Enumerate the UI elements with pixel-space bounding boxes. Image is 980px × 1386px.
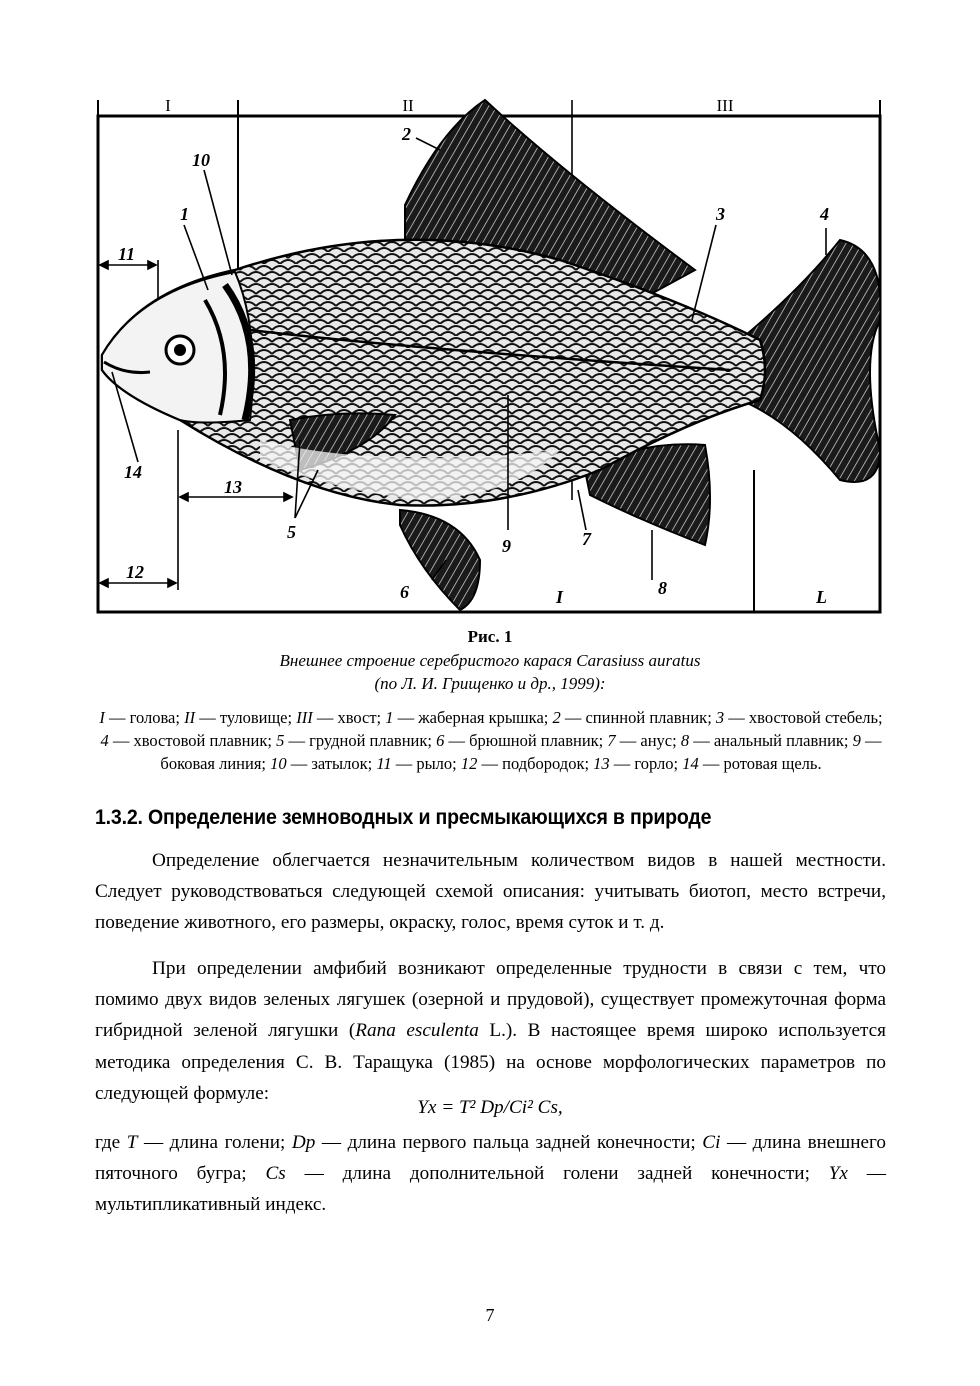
legend-key: 8	[680, 731, 690, 750]
page-number: 7	[485, 1305, 495, 1325]
legend-key: 14	[682, 754, 699, 773]
legend-key: 11	[376, 754, 392, 773]
legend-key: I	[99, 708, 105, 727]
legend-text: — хвостовой стебель;	[724, 708, 883, 727]
definition-text: — длина внешнего пяточного бугра;	[95, 1132, 886, 1185]
legend-text: — туловище;	[195, 708, 297, 727]
definition-symbol: Ci	[702, 1132, 721, 1153]
label-1: 1	[180, 204, 189, 224]
definition-text: — длина первого пальца задней конечности;	[315, 1132, 703, 1153]
legend-text: — затылок;	[286, 754, 377, 773]
bottom-label-i: I	[556, 587, 564, 607]
definition-text: — длина голени;	[137, 1132, 292, 1153]
legend-key: 9	[852, 731, 861, 750]
definition-text: — мультипликативный индекс.	[95, 1163, 886, 1216]
region-label: III	[716, 96, 734, 115]
definition-symbol: T	[126, 1132, 138, 1153]
label-10: 10	[192, 150, 210, 170]
label-14: 14	[124, 462, 142, 482]
figure-legend	[96, 706, 886, 775]
label-4: 4	[820, 204, 829, 224]
legend-key: II	[184, 708, 196, 727]
label-11: 11	[118, 244, 136, 264]
paragraph-2-after: L.). В настоящее время широко используется методика определения С. В. Таращука (1985) на основе морфологических параметров по следующей формуле:	[95, 1020, 886, 1104]
definition-symbol: Yx	[828, 1163, 848, 1185]
fish-illustration	[102, 100, 881, 610]
label-13: 13	[224, 477, 242, 497]
legend-text: — брюшной плавник;	[444, 731, 608, 750]
paragraph-1: Определение облегчается незначительным количеством видов в нашей местности. Следует руководствоваться следующей схемой описания: учитывать биотоп, место встречи, поведение животного, его размеры, окраску, голос, время суток и т. д.	[95, 850, 886, 934]
formula: Yx = T² Dp/Ci² Cs,	[417, 1097, 563, 1118]
legend-key: 6	[436, 731, 445, 750]
species-name: Rana esculenta	[355, 1020, 479, 1042]
definitions-prefix: где	[95, 1132, 127, 1153]
legend-text: — боковая линия;	[160, 731, 882, 773]
label-8: 8	[658, 578, 667, 598]
label-12: 12	[126, 562, 144, 582]
paragraph-2	[95, 953, 886, 1109]
legend-text: — горло;	[609, 754, 683, 773]
legend-text: — ротовая щель.	[698, 754, 822, 773]
bottom-label-l: L	[816, 587, 827, 607]
legend-text: — хвост;	[312, 708, 386, 727]
label-7: 7	[582, 529, 591, 549]
legend-key: 13	[593, 754, 610, 773]
fish-figure	[0, 0, 980, 625]
definition-text: — длина дополнительной голени задней конечности;	[285, 1163, 829, 1185]
legend-text: — подбородок;	[477, 754, 594, 773]
legend-key: 1	[385, 708, 394, 727]
definitions-paragraph	[95, 1127, 886, 1221]
legend-text: — грудной плавник;	[284, 731, 437, 750]
label-5: 5	[287, 522, 296, 542]
legend-text: — анус;	[615, 731, 681, 750]
legend-key: 10	[270, 754, 287, 773]
legend-text: — хвостовой плавник;	[108, 731, 277, 750]
legend-text: — анальный плавник;	[689, 731, 853, 750]
legend-key: 4	[100, 731, 109, 750]
region-label: I	[165, 96, 171, 115]
definition-symbol: Cs	[265, 1163, 286, 1185]
section-title: 1.3.2. Определение земноводных и пресмыкающихся в природе	[95, 806, 712, 829]
paragraph-2-before: При определении амфибий возникают определенные трудности в связи с тем, что помимо двух видов зеленых лягушек (озерной и прудовой), существует промежуточная форма гибридной зеленой лягушки (	[95, 958, 886, 1042]
label-3: 3	[716, 204, 725, 224]
figure-caption-line2: (по Л. И. Грищенко и др., 1999):	[374, 674, 606, 693]
definition-symbol: Dp	[291, 1132, 316, 1153]
legend-text: — спинной плавник;	[560, 708, 716, 727]
legend-text: — жаберная крышка;	[393, 708, 553, 727]
label-2: 2	[402, 124, 411, 144]
legend-key: 7	[607, 731, 616, 750]
legend-key: 12	[460, 754, 478, 773]
legend-text: — рыло;	[391, 754, 461, 773]
label-9: 9	[502, 536, 511, 556]
label-6: 6	[400, 582, 409, 602]
legend-key: 3	[715, 708, 725, 727]
region-label: II	[402, 96, 414, 115]
figure-caption-line1: Внешнее строение серебристого карася Carasiuss auratus	[279, 651, 701, 670]
figure-caption-title: Рис. 1	[467, 627, 513, 646]
legend-text: — голова;	[104, 708, 185, 727]
legend-key: III	[296, 708, 313, 727]
legend-key: 2	[552, 708, 561, 727]
legend-key: 5	[276, 731, 285, 750]
